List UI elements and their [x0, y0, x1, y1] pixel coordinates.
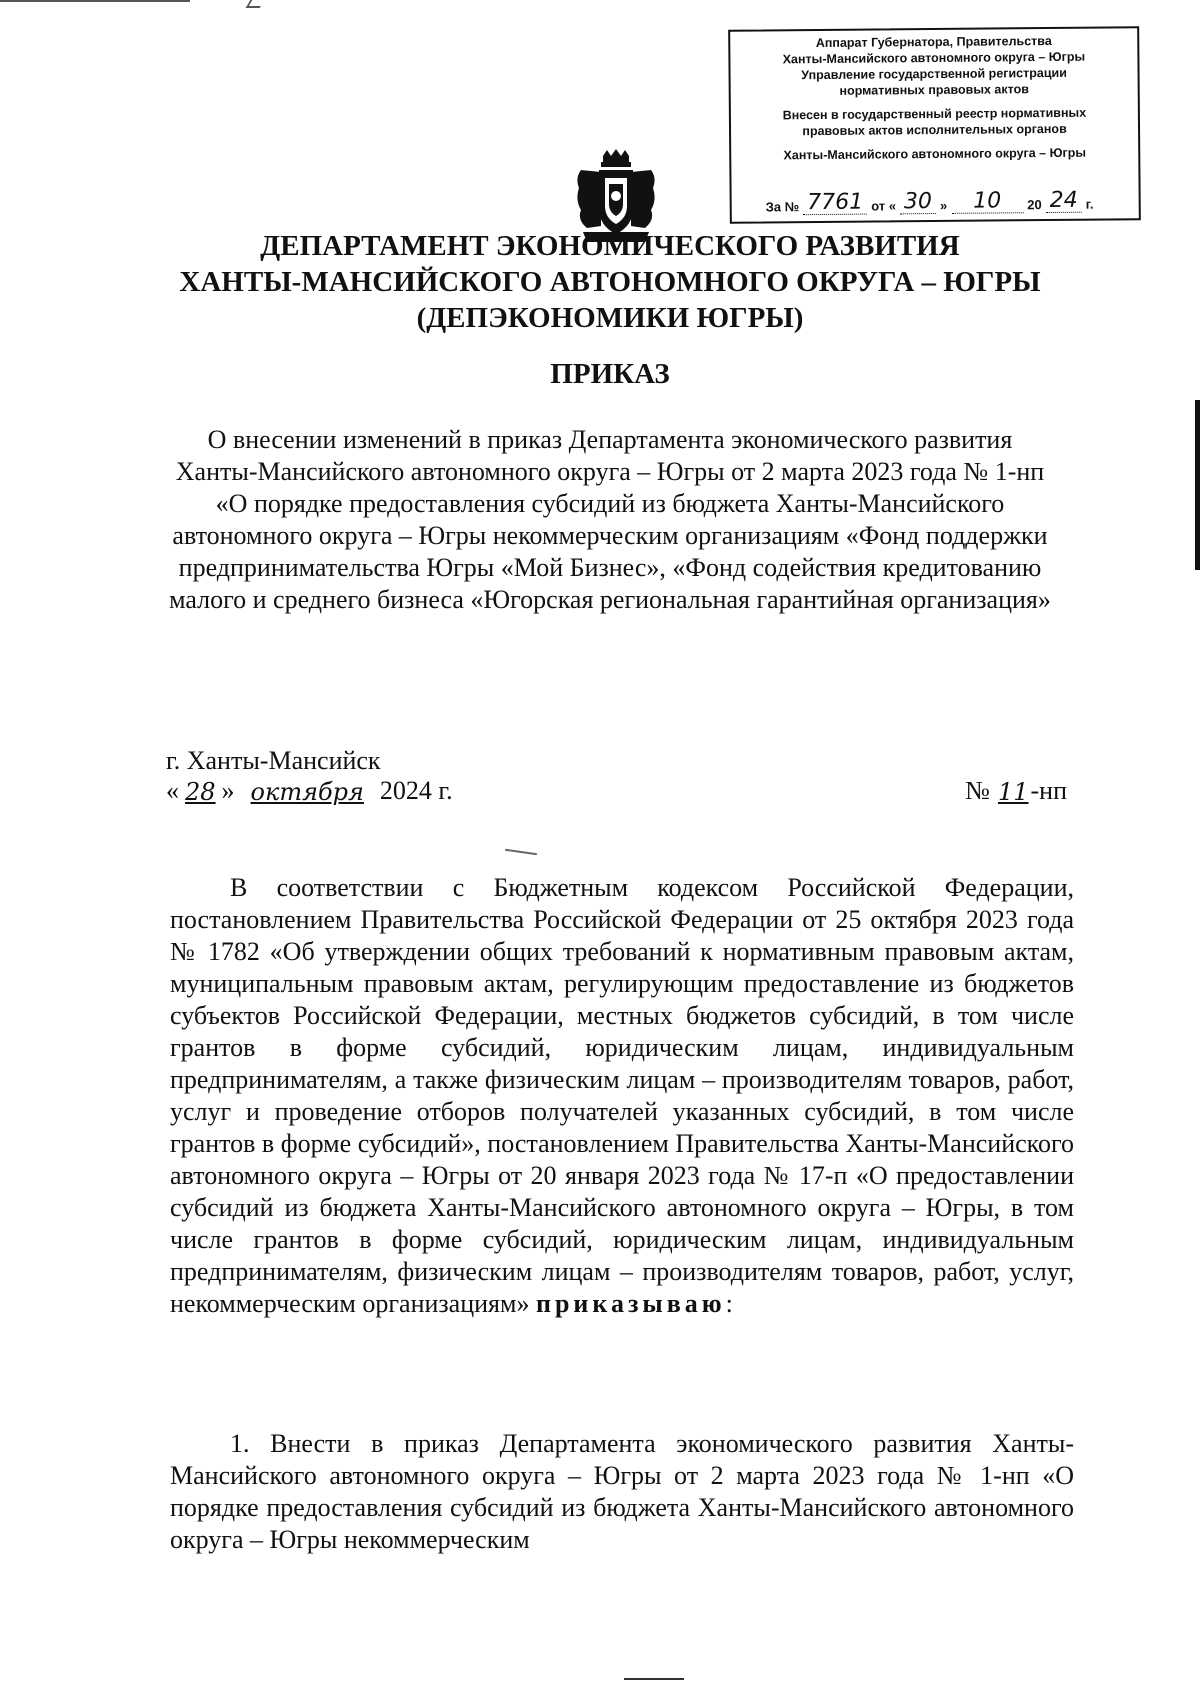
stamp-line: Управление государственной регистрации: [801, 65, 1067, 83]
stamp-line: нормативных правовых актов: [839, 82, 1029, 98]
date-month: октября: [250, 778, 364, 806]
department-name-line: ХАНТЫ-МАНСИЙСКОГО АВТОНОМНОГО ОКРУГА – ЮГРЫ: [179, 266, 1041, 298]
number-prefix: №: [965, 776, 990, 805]
stamp-registry: [737, 104, 1132, 139]
stamp-reg-month: 10: [951, 190, 1023, 214]
scan-artifact-top-line: [0, 0, 190, 2]
document-type: ПРИКАЗ: [550, 358, 670, 390]
stamp-line: Ханты-Мансийского автономного округа – Югры: [782, 49, 1086, 67]
document-item-1: 1. Внести в приказ Департамента экономического развития Ханты-Мансийского автономного округа – Югры от 2 марта 2023 года № 1-нп «О порядке предоставления субсидий из бюджета Ханты-Мансийского автономного округа – Югры некоммерческим: [170, 1429, 1074, 1554]
document-date: [166, 776, 453, 806]
stamp-reg-quote: »: [939, 197, 948, 213]
stamp-reg-year-suffix: г.: [1085, 196, 1094, 212]
document-number: [965, 776, 1067, 806]
stamp-authority: [736, 32, 1132, 99]
department-name-line: ДЕПАРТАМЕНТ ЭКОНОМИЧЕСКОГО РАЗВИТИЯ: [260, 230, 960, 262]
date-close-quote: »: [221, 776, 235, 805]
order-colon: :: [725, 1289, 733, 1318]
number-value: 11: [997, 778, 1029, 806]
date-year: 2024 г.: [379, 776, 453, 805]
department-header: [150, 228, 1070, 336]
stamp-reg-number: 7761: [803, 192, 867, 216]
department-short-name: (ДЕПЭКОНОМИКИ ЮГРЫ): [416, 302, 804, 334]
stamp-line: Ханты-Мансийского автономного округа – Югры: [783, 145, 1087, 163]
scan-artifact-bottom-dash: [624, 1678, 684, 1680]
stamp-line: Внесен в государственный реестр нормативных: [782, 105, 1087, 123]
number-suffix: -нп: [1030, 776, 1067, 805]
registration-stamp: [728, 26, 1141, 224]
document-place: г. Ханты-Мансийск: [166, 746, 381, 775]
stamp-registration-row: [766, 186, 1133, 215]
stamp-reg-year-prefix: 20: [1027, 197, 1042, 213]
stamp-reg-year: 24: [1046, 190, 1082, 213]
date-day: 28: [185, 778, 216, 806]
preamble-text: В соответствии с Бюджетным кодексом Российской Федерации, постановлением Правительства Российской Федерации от 25 октября 2023 года № 1782 «Об утверждении общих требований к нормативным правовым актам, муниципальным правовым актам, регулирующим предоставление из бюджетов субъектов Российской Федерации, местных бюджетов субсидий, в том числе грантов в форме субсидий, юридическим лицам, индивидуальным предпринимателям, а также физическим лицам – производителям товаров, работ, услуг и проведение отборов получателей указанных субсидий, в том числе грантов в форме субсидий», постановлением Правительства Ханты-Мансийского автономного округа – Югры от 20 января 2023 года № 17-п «О предоставлении субсидий из бюджета Ханты-Мансийского автономного округа – Югры, в том числе грантов в форме субсидий, юридическим лицам, индивидуальным предпринимателям, физическим лицам – производителям товаров, работ, услуг, некоммерческим организациям»: [170, 873, 1074, 1318]
scan-artifact-top-mark: [246, 0, 265, 8]
scan-artifact-right-bar: [1195, 400, 1200, 570]
stamp-line: правовых актов исполнительных органов: [802, 121, 1067, 139]
stamp-line: Аппарат Губернатора, Правительства: [815, 33, 1052, 51]
document-preamble: [170, 872, 1074, 1320]
order-word: приказываю: [535, 1289, 726, 1318]
stamp-reg-prefix: За №: [765, 199, 800, 215]
stamp-reg-from: от «: [871, 198, 897, 214]
document-subject: О внесении изменений в приказ Департамента экономического развития Ханты-Мансийского автономного округа – Югры от 2 марта 2023 года № 1-нп «О порядке предоставления субсидий из бюджета Ханты-Мансийского автономного округа – Югры некоммерческим организациям «Фонд поддержки предпринимательства Югры «Мой Бизнес», «Фонд содействия кредитованию малого и среднего бизнеса «Югорская региональная гарантийная организация»: [169, 425, 1051, 614]
stamp-reg-day: 30: [900, 191, 936, 214]
scan-artifact-dash: [505, 849, 537, 855]
date-open-quote: «: [166, 776, 179, 805]
